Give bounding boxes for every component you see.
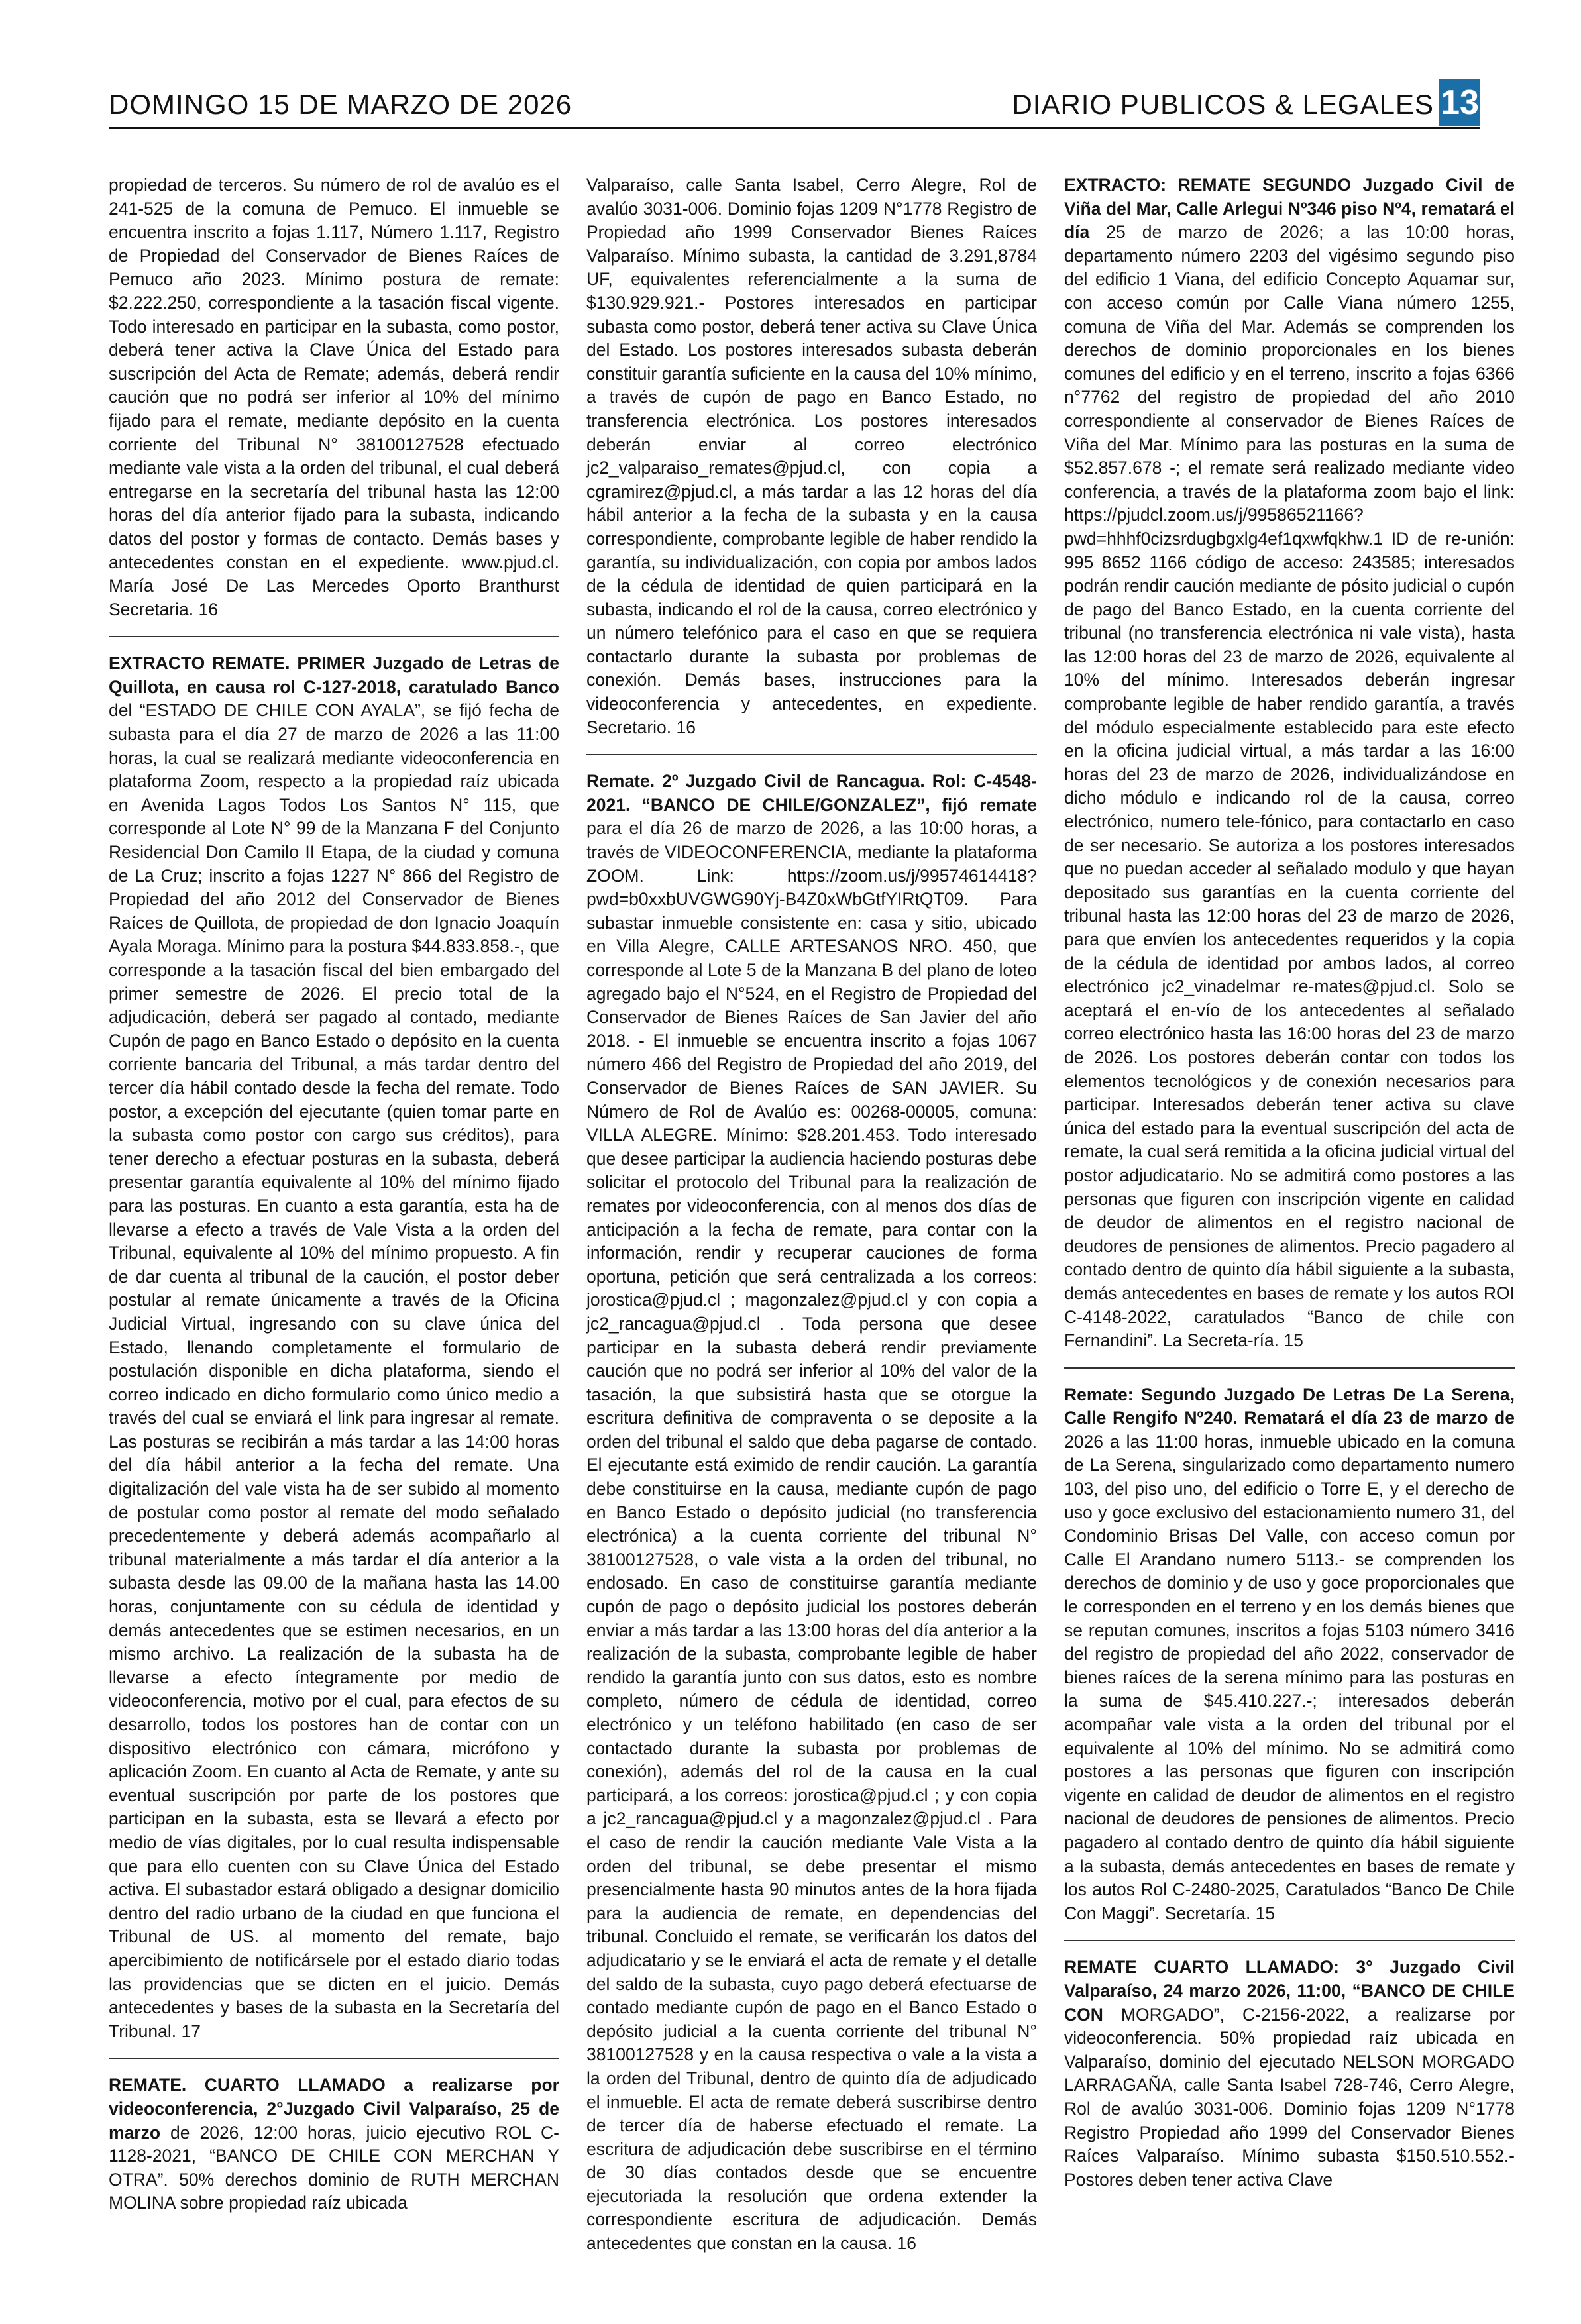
column-3 [1064,174,1515,2205]
notice-divider [1064,1367,1515,1369]
notice-body: de 2026, 12:00 horas, juicio ejecutivo ROL C-1128-2021, “BANCO DE CHILE CON MERCHAN Y OTRA”. 50% derechos dominio de RUTH MERCHAN MOLINA sobre propiedad raíz ubicada [109,2122,559,2213]
notice-divider [1064,1940,1515,1941]
publication-name: DIARIO PUBLICOS & LEGALES [1012,89,1434,120]
legal-notice [109,174,559,621]
notice-divider [586,754,1037,755]
legal-notice [1064,1956,1515,2192]
issue-date: DOMINGO 15 DE MARZO DE 2026 [109,89,572,120]
notice-body: MORGADO”, C-2156-2022, a realizarse por videoconferencia. 50% propiedad raíz ubicada en Valparaíso, dominio del ejecutado NELSON MORGADO LARRAGAÑA, calle Santa Isabel 728-746, Cerro Alegre, Rol de avalúo 3031-006. Dominio fojas 1209 N°1778 Registro Propiedad año 1999 del Conservador Bienes Raíces Valparaíso. Mínimo subasta $150.510.552.- Postores deben tener activa Clave [1064,2004,1515,2190]
legal-notice [1064,174,1515,1353]
notice-lead: EXTRACTO: REMATE SEGUNDO Juzgado Civil de Viña del Mar, Calle Arlegui Nº346 piso Nº4, rematará el día [1064,175,1515,242]
notice-body: Valparaíso, calle Santa Isabel, Cerro Alegre, Rol de avalúo 3031-006. Dominio fojas 1209 N°1778 Registro de Propiedad año 1999 Conservador Bienes Raíces Valparaíso. Mínimo subasta, la cantidad de 3.291,8784 UF, equivalentes referencialmente a la suma de $130.929.921.- Postores interesados en participar subasta como postor, deberá tener activa su Clave Única del Estado. Los postores interesados subasta deberán constituir garantía suficiente en la causa del 10% mínimo, a través de cupón de pago en Banco Estado, no transferencia electrónica. Los postores interesados deberán enviar al correo electrónico jc2_valparaiso_remates@pjud.cl, con copia a cgramirez@pjud.cl, a más tardar a las 12 horas del día hábil anterior a la fecha de la subasta y en la causa correspondiente, comprobante legible de haber rendido la garantía, su individualización, con copia por ambos lados de la cédula de identidad de quien participará en la subasta, indicando el rol de la causa, correo electrónico y un número telefónico para el caso en que se requiera contactarlo durante la subasta por problemas de conexión. Demás bases, instrucciones para la videoconferencia y antecedentes, en expediente. Secretario. 16 [586,175,1037,737]
legal-notice [109,652,559,2043]
notice-body: 2026 a las 11:00 horas, inmueble ubicado en la comuna de La Serena, singularizado como departamento numero 103, del piso uno, del edificio o Torre E, y el derecho de uso y goce exclusivo del estacionamiento numero 31, del Condominio Brisas Del Valle, con acceso comun por Calle El Arandano numero 5113.- se comprenden los derechos de dominio y de uso y goce proporcionales que le corresponden en el terreno y en los demás bienes que se reputan comunes, inscritos a fojas 5103 número 3416 del registro de propiedad del año 2022, conservador de bienes raíces de la serena mínimo para las posturas en la suma de $45.410.227.-; interesados deberán acompañar vale vista a la orden del tribunal por el equivalente al 10% del mínimo. No se admitirá como postores a las personas que figuren con inscripción vigente en calidad de deudor de alimentos en el registro nacional de deudores de pensiones de alimentos. Precio pagadero al contado dentro de quinto día hábil siguiente a la subasta, demás antecedentes en bases de remate y los autos Rol C-2480-2025, Caratulados “Banco De Chile Con Maggi”. Secretaría. 15 [1064,1431,1515,1923]
notice-body: propiedad de terceros. Su número de rol de avalúo es el 241-525 de la comuna de Pemuco. El inmueble se encuentra inscrito a fojas 1.117, Número 1.117, Registro de Propiedad del Conservador de Bienes Raíces de Pemuco año 2023. Mínimo postura de remate: $2.222.250, correspondiente a la tasación fiscal vigente. Todo interesado en participar en la subasta, como postor, deberá tener activa la Clave Única del Estado para suscripción del Acta de Remate; además, deberá rendir caución que no podrá ser inferior al 10% del mínimo fijado para el remate, mediante depósito en la cuenta corriente del Tribunal N° 38100127528 efectuado mediante vale vista a la orden del tribunal, el cual deberá entregarse en la secretaría del tribunal hasta las 12:00 horas del día anterior fijado para la subasta, indicando datos del postor y formas de contacto. Demás bases y antecedentes constan en el expediente. www.pjud.cl. María José De Las Mercedes Oporto Branthurst Secretaria. 16 [109,175,559,619]
notice-body: para el día 26 de marzo de 2026, a las 10:00 horas, a través de VIDEOCONFERENCIA, mediante la plataforma ZOOM. Link: https://zoom.us/j/99574614418? pwd=b0xxbUVGWG90Yj-B4Z0xWbGtfYIRtQT09. Para subastar inmueble consistente en: casa y sitio, ubicado en Villa Alegre, CALLE ARTESANOS NRO. 450, que corresponde al Lote 5 de la Manzana B del plano de loteo agregado bajo el N°524, en el Registro de Propiedad del Conservador de Bienes Raíces de San Javier del año 2018. - El inmueble se encuentra inscrito a fojas 1067 número 466 del Registro de Propiedad del año 2019, del Conservador de Bienes Raíces de SAN JAVIER. Su Número de Rol de Avalúo es: 00268-00005, comuna: VILLA ALEGRE. Mínimo: $28.201.453. Todo interesado que desee participar la audiencia haciendo posturas debe solicitar el protocolo del Tribunal para la realización de remates por videoconferencia, con al menos dos días de anticipación a la fecha de remate, para contar con la información, rendir y recuperar cauciones de forma oportuna, petición que será centralizada a los correos: jorostica@pjud.cl ; magonzalez@pjud.cl y con copia a jc2_rancagua@pjud.cl . Toda persona que desee participar en la subasta deberá rendir previamente caución que no podrá ser inferior al 10% del valor de la tasación, la que subsistirá hasta que se otorgue la escritura definitiva de compraventa o se deposite a la orden del tribunal el saldo que deba pagarse de contado. El ejecutante está eximido de rendir caución. La garantía debe constituirse en la causa, mediante cupón de pago en Banco Estado o depósito judicial (no transferencia electrónica) a la cuenta corriente del tribunal N° 38100127528, o vale vista a la orden del tribunal, no endosado. En caso de constituirse garantía mediante cupón de pago o depósito judicial los postores deberán enviar a más tardar a las 13:00 horas del día anterior a la realización de la subasta, comprobante legible de haber rendido la garantía junto con sus datos, esto es nombre completo, número de cédula de identidad, correo electrónico y un teléfono habilitado (en caso de ser contactado durante la subasta por problemas de conexión), además del rol de la causa en la cual participará, a los correos: jorostica@pjud.cl ; y con copia a jc2_rancagua@pjud.cl y a magonzalez@pjud.cl . Para el caso de rendir la caución mediante Vale Vista a la orden del tribunal, se debe presentar el mismo presencialmente hasta 90 minutos antes de la hora fijada para la audiencia de remate, en dependencias del tribunal. Concluido el remate, se verificarán los datos del adjudicatario y se le enviará el acta de remate y el detalle del saldo de la subasta, cuyo pago deberá efectuarse de contado mediante cupón de pago en el Banco Estado o depósito judicial a la cuenta corriente del tribunal N° 38100127528 y en la causa respectiva o vale a la vista a la orden del Tribunal, dentro de quinto día de adjudicado el inmueble. El acta de remate deberá suscribirse dentro de tercer día de haberse efectuado el remate. La escritura de adjudicación debe suscribirse en el término de 30 días contados desde que se encuentre ejecutoriada la resolución que ordena extender la correspondiente escritura de adjudicación. Demás antecedentes que constan en la causa. 16 [586,818,1037,2254]
column-1 [109,174,559,2229]
notice-lead: EXTRACTO REMATE. PRIMER Juzgado de Letras de Quillota, en causa rol C-127-2018, caratulado Banco [109,653,559,697]
notice-body: del “ESTADO DE CHILE CON AYALA”, se fijó fecha de subasta para el día 27 de marzo de 2026 a las 11:00 horas, la cual se realizará mediante videoconferencia en plataforma Zoom, respecto a la propiedad raíz ubicada en Avenida Lagos Todos Los Santos N° 115, que corresponde al Lote N° 99 de la Manzana F del Conjunto Residencial Don Camilo II Etapa, de la ciudad y comuna de La Cruz; inscrito a fojas 1227 N° 866 del Registro de Propiedad del año 2012 del Conservador de Bienes Raíces de Quillota, de propiedad de don Ignacio Joaquín Ayala Moraga. Mínimo para la postura $44.833.858.-, que corresponde a la tasación fiscal del bien embargado del primer semestre de 2026. El precio total de la adjudicación, deberá ser pagado al contado, mediante Cupón de pago en Banco Estado o depósito en la cuenta corriente bancaria del Tribunal, a más tardar dentro del tercer día hábil contado desde la fecha del remate. Todo postor, a excepción del ejecutante (quien tomar parte en la subasta como postor con cargo sus créditos), para tener derecho a efectuar posturas en la subasta, deberá presentar garantía equivalente al 10% del mínimo fijado para las posturas. En cuanto a esta garantía, esta ha de llevarse a efecto a través de Vale Vista a la orden del Tribunal, equivalente al 10% del mínimo propuesto. A fin de dar cuenta al tribunal de la caución, el postor deber postular al remate únicamente a través de la Oficina Judicial Virtual, ingresando con su clave única del Estado, llenando completamente el formulario de postulación disponible en dicha plataforma, siendo el correo indicado en dicho formulario como único medio a través del cual se enviará el link para ingresar al remate. Las posturas se recibirán a más tardar a las 14:00 horas del día hábil anterior a la fecha del remate. Una digitalización del vale vista ha de ser subido al momento de postular como postor al remate del modo señalado precedentemente y deberá además acompañarlo al tribunal materialmente a más tardar el día anterior a la subasta desde las 09.00 de la mañana hasta las 14.00 horas, conjuntamente con su cédula de identidad y demás antecedentes que se estimen necesarios, en un mismo archivo. La realización de la subasta ha de llevarse a efecto íntegramente por medio de videoconferencia, motivo por el cual, para efectos de su desarrollo, todos los postores han de contar con un dispositivo electrónico con cámara, micrófono y aplicación Zoom. En cuanto al Acta de Remate, y ante su eventual suscripción por parte de los postores que participan en la subasta, esta se llevará a efecto por medio de vías digitales, por lo cual resulta indispensable que para ello cuenten con su Clave Única del Estado activa. El subastador estará obligado a designar domicilio dentro del radio urbano de la ciudad en que funciona el Tribunal de US. al momento del remate, bajo apercibimiento de notificársele por el estado diario todas las providencias que se dicten en el juicio. Demás antecedentes y bases de la subasta en la Secretaría del Tribunal. 17 [109,700,559,2041]
page-number-badge: 13 [1439,79,1480,126]
legal-notice [586,174,1037,739]
notice-lead: Remate: Segundo Juzgado De Letras De La Serena, Calle Rengifo Nº240. Rematará el día 23 de marzo de [1064,1384,1515,1428]
legal-notice [1064,1383,1515,1926]
page-header [109,85,1480,129]
notice-divider [109,2058,559,2059]
notice-body: 25 de marzo de 2026; a las 10:00 horas, departamento número 2203 del vigésimo segundo piso del edificio 1 Viana, del edificio Concepto Aquamar sur, con acceso común por Calle Viana número 1255, comuna de Viña del Mar. Además se comprenden los derechos de dominio proporcionales en los bienes comunes del edificio y en el terreno, inscrito a fojas 6366 n°7762 del registro de propiedad del año 2010 correspondiente al conservador de Bienes Raíces de Viña del Mar. Mínimo para las posturas en la suma de $52.857.678 -; el remate será realizado mediante video conferencia, a través de la plataforma zoom bajo el link: https://pjudcl.zoom.us/j/99586521166?pwd=hhhf0cizsrdugbgxlg4ef1qxwfqkhw.1 ID de re-unión: 995 8652 1166 código de acceso: 243585; interesados podrán rendir caución mediante de pósito judicial o cupón de pago del Banco Estado, en la cuenta corriente del tribunal (no transferencia electrónica ni vale vista), hasta las 12:00 horas del 23 de marzo de 2026, equivalente al 10% del mínimo. Interesados deberán ingresar comprobante legible de haber rendido garantía, a través del módulo especialmente establecido para este efecto en la oficina judicial virtual, a más tardar a las 16:00 horas del 23 de marzo de 2026, individualizándose en dicho módulo e indicando rol de la causa, correo electrónico, numero tele-fónico, para contactarlo en caso de ser necesario. Se autoriza a los postores interesados que no puedan acceder al señalado modulo y que hayan depositado sus garantías en la cuenta corriente del tribunal hasta las 12:00 horas del 23 de marzo de 2026, para que envíen los antecedentes requeridos y la copia de la cédula de identidad por ambos lados, al correo electrónico jc2_vinadelmar re-mates@pjud.cl. Solo se aceptará el en-vío de los antecedentes al señalado correo electrónico hasta las 16:00 horas del 23 de marzo de 2026. Los postores deberán contar con todos los elementos tecnológicos y de conexión necesarios para participar. Interesados deberán tener activa su clave única del estado para la eventual suscripción del acta de remate, la cual será remitida a la oficina judicial virtual del postor adjudicatario. No se admitirá como postores a las personas que figuren con inscripción vigente en calidad de deudor de alimentos en el registro nacional de deudores de pensiones de alimentos. Precio pagadero al contado dentro de quinto día hábil siguiente a la subasta, demás antecedentes en bases de remate y los autos ROI C-4148-2022, caratulados “Banco de chile con Fernandini”. La Secreta-ría. 15 [1064,222,1515,1351]
legal-notice [109,2074,559,2215]
legal-notice [586,770,1037,2255]
notice-lead: Remate. 2º Juzgado Civil de Rancagua. Rol: C-4548-2021. “BANCO DE CHILE/GONZALEZ”, fijó remate [586,771,1037,815]
notice-lead: REMATE CUARTO LLAMADO: 3° Juzgado Civil Valparaíso, 24 marzo 2026, 11:00, “BANCO DE CHILE CON [1064,1957,1515,2025]
notice-divider [109,636,559,637]
column-2 [586,174,1037,2269]
notice-lead: REMATE. CUARTO LLAMADO a realizarse por videoconferencia, 2°Juzgado Civil Valparaíso, 25 de marzo [109,2075,559,2142]
